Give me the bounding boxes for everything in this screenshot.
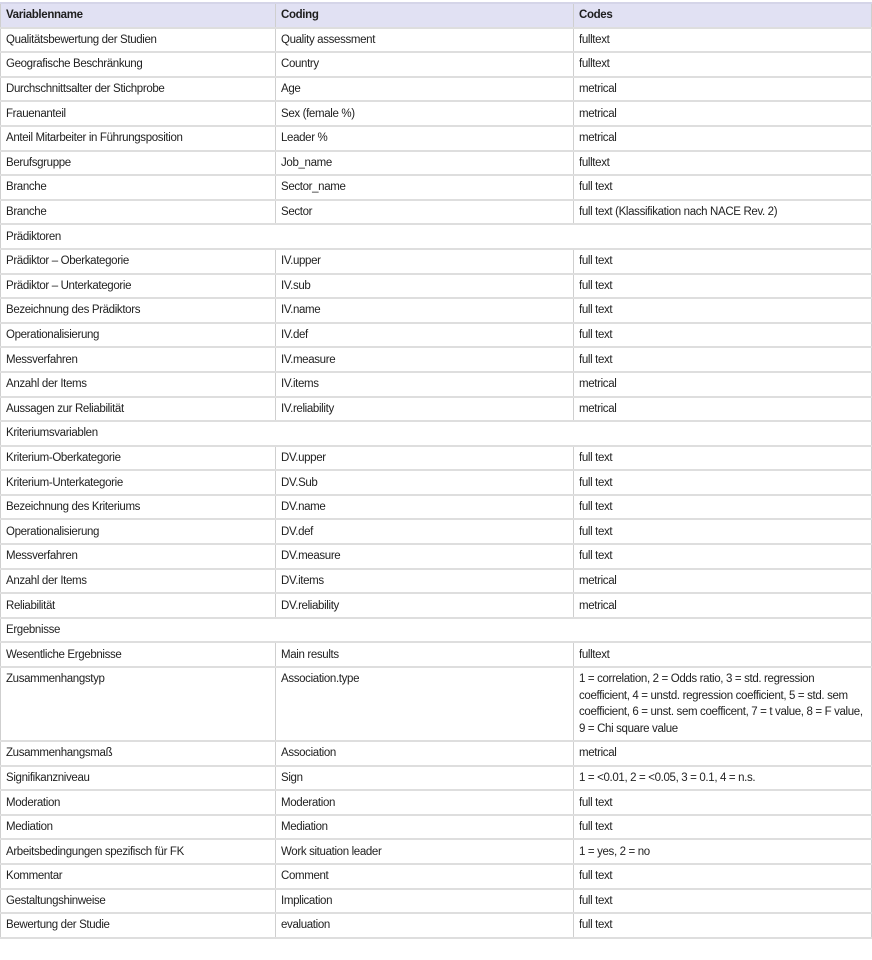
coding-cell: Sector_name bbox=[276, 175, 574, 200]
table-row bbox=[1, 323, 872, 348]
header-variablenname: Variablenname bbox=[1, 3, 276, 28]
section-row bbox=[1, 421, 872, 446]
coding-cell: Main results bbox=[276, 642, 574, 667]
table-row bbox=[1, 28, 872, 53]
section-row bbox=[1, 224, 872, 249]
variable-name-cell: Geografische Beschränkung bbox=[1, 52, 276, 77]
variable-name-cell: Durchschnittsalter der Stichprobe bbox=[1, 77, 276, 102]
variable-name-cell: Kriterium-Oberkategorie bbox=[1, 446, 276, 471]
variable-name-cell: Branche bbox=[1, 200, 276, 225]
section-label: Ergebnisse bbox=[1, 618, 872, 643]
variable-name-cell: Bewertung der Studie bbox=[1, 913, 276, 938]
codes-cell: full text bbox=[574, 446, 872, 471]
codes-cell: fulltext bbox=[574, 151, 872, 176]
coding-cell: DV.name bbox=[276, 495, 574, 520]
coding-cell: IV.reliability bbox=[276, 397, 574, 422]
section-label: Kriteriumsvariablen bbox=[1, 421, 872, 446]
codes-cell: full text (Klassifikation nach NACE Rev. 2) bbox=[574, 200, 872, 225]
coding-cell: DV.items bbox=[276, 569, 574, 594]
variable-name-cell: Anteil Mitarbeiter in Führungsposition bbox=[1, 126, 276, 151]
table-row bbox=[1, 446, 872, 471]
table-row bbox=[1, 77, 872, 102]
section-label: Prädiktoren bbox=[1, 224, 872, 249]
codes-cell: metrical bbox=[574, 126, 872, 151]
coding-cell: IV.items bbox=[276, 372, 574, 397]
table-row bbox=[1, 347, 872, 372]
variable-name-cell: Messverfahren bbox=[1, 347, 276, 372]
table-row bbox=[1, 815, 872, 840]
variable-name-cell: Reliabilität bbox=[1, 593, 276, 618]
variable-name-cell: Qualitätsbewertung der Studien bbox=[1, 28, 276, 53]
variable-name-cell: Moderation bbox=[1, 790, 276, 815]
table-row bbox=[1, 913, 872, 938]
table-row bbox=[1, 593, 872, 618]
coding-cell: Age bbox=[276, 77, 574, 102]
coding-cell: Moderation bbox=[276, 790, 574, 815]
table-row bbox=[1, 766, 872, 791]
table-row bbox=[1, 519, 872, 544]
codes-cell: metrical bbox=[574, 741, 872, 766]
table-row bbox=[1, 790, 872, 815]
table-row bbox=[1, 274, 872, 299]
codes-cell: full text bbox=[574, 815, 872, 840]
table-row bbox=[1, 495, 872, 520]
table-row bbox=[1, 249, 872, 274]
codes-cell: full text bbox=[574, 864, 872, 889]
table-body bbox=[1, 28, 872, 938]
coding-cell: Association bbox=[276, 741, 574, 766]
coding-cell: Implication bbox=[276, 889, 574, 914]
variable-name-cell: Signifikanzniveau bbox=[1, 766, 276, 791]
variable-name-cell: Wesentliche Ergebnisse bbox=[1, 642, 276, 667]
codes-cell: full text bbox=[574, 274, 872, 299]
variable-name-cell: Operationalisierung bbox=[1, 519, 276, 544]
coding-cell: Quality assessment bbox=[276, 28, 574, 53]
variable-name-cell: Anzahl der Items bbox=[1, 372, 276, 397]
coding-cell: Mediation bbox=[276, 815, 574, 840]
variable-name-cell: Kriterium-Unterkategorie bbox=[1, 470, 276, 495]
codes-cell: full text bbox=[574, 470, 872, 495]
table-row bbox=[1, 101, 872, 126]
table-row bbox=[1, 52, 872, 77]
variable-name-cell: Arbeitsbedingungen spezifisch für FK bbox=[1, 839, 276, 864]
table-row bbox=[1, 470, 872, 495]
coding-cell: DV.measure bbox=[276, 544, 574, 569]
codes-cell: metrical bbox=[574, 593, 872, 618]
codes-cell: full text bbox=[574, 889, 872, 914]
variable-name-cell: Messverfahren bbox=[1, 544, 276, 569]
coding-cell: Sign bbox=[276, 766, 574, 791]
codes-cell: fulltext bbox=[574, 28, 872, 53]
variable-name-cell: Mediation bbox=[1, 815, 276, 840]
coding-cell: IV.upper bbox=[276, 249, 574, 274]
header-codes: Codes bbox=[574, 3, 872, 28]
codes-cell: full text bbox=[574, 913, 872, 938]
codes-cell: full text bbox=[574, 519, 872, 544]
table-row bbox=[1, 397, 872, 422]
table-row bbox=[1, 569, 872, 594]
coding-cell: Job_name bbox=[276, 151, 574, 176]
section-row bbox=[1, 618, 872, 643]
codes-cell: 1 = correlation, 2 = Odds ratio, 3 = std. regression coefficient, 4 = unstd. regression coefficient, 5 = std. sem coefficient, 6 = unst. sem coefficent, 7 = t value, 8 = F value, 9 = Chi square value bbox=[574, 667, 872, 741]
codes-cell: full text bbox=[574, 298, 872, 323]
codes-cell: metrical bbox=[574, 569, 872, 594]
variable-name-cell: Prädiktor – Oberkategorie bbox=[1, 249, 276, 274]
codes-cell: full text bbox=[574, 175, 872, 200]
table-row bbox=[1, 667, 872, 741]
table-row bbox=[1, 544, 872, 569]
variable-name-cell: Prädiktor – Unterkategorie bbox=[1, 274, 276, 299]
codes-cell: 1 = <0.01, 2 = <0.05, 3 = 0.1, 4 = n.s. bbox=[574, 766, 872, 791]
codes-cell: full text bbox=[574, 249, 872, 274]
variable-name-cell: Frauenanteil bbox=[1, 101, 276, 126]
table-row bbox=[1, 175, 872, 200]
variable-name-cell: Branche bbox=[1, 175, 276, 200]
coding-cell: IV.sub bbox=[276, 274, 574, 299]
table-row bbox=[1, 200, 872, 225]
table-row bbox=[1, 889, 872, 914]
variable-name-cell: Gestaltungshinweise bbox=[1, 889, 276, 914]
codes-cell: fulltext bbox=[574, 642, 872, 667]
coding-cell: DV.upper bbox=[276, 446, 574, 471]
table-row bbox=[1, 839, 872, 864]
codes-cell: full text bbox=[574, 323, 872, 348]
codes-cell: metrical bbox=[574, 397, 872, 422]
variable-name-cell: Aussagen zur Reliabilität bbox=[1, 397, 276, 422]
coding-table-container bbox=[0, 2, 871, 939]
codes-cell: full text bbox=[574, 347, 872, 372]
table-row bbox=[1, 864, 872, 889]
coding-cell: Association.type bbox=[276, 667, 574, 741]
coding-cell: DV.reliability bbox=[276, 593, 574, 618]
coding-cell: Work situation leader bbox=[276, 839, 574, 864]
coding-cell: Sector bbox=[276, 200, 574, 225]
table-row bbox=[1, 372, 872, 397]
variable-name-cell: Bezeichnung des Kriteriums bbox=[1, 495, 276, 520]
table-row bbox=[1, 126, 872, 151]
codes-cell: metrical bbox=[574, 101, 872, 126]
coding-cell: Sex (female %) bbox=[276, 101, 574, 126]
coding-cell: IV.name bbox=[276, 298, 574, 323]
coding-cell: evaluation bbox=[276, 913, 574, 938]
variable-name-cell: Anzahl der Items bbox=[1, 569, 276, 594]
table-row bbox=[1, 642, 872, 667]
table-row bbox=[1, 298, 872, 323]
coding-cell: IV.measure bbox=[276, 347, 574, 372]
coding-cell: Comment bbox=[276, 864, 574, 889]
coding-cell: Leader % bbox=[276, 126, 574, 151]
codes-cell: metrical bbox=[574, 77, 872, 102]
coding-table bbox=[0, 2, 872, 939]
codes-cell: 1 = yes, 2 = no bbox=[574, 839, 872, 864]
variable-name-cell: Operationalisierung bbox=[1, 323, 276, 348]
variable-name-cell: Zusammenhangstyp bbox=[1, 667, 276, 741]
coding-cell: Country bbox=[276, 52, 574, 77]
header-coding: Coding bbox=[276, 3, 574, 28]
variable-name-cell: Bezeichnung des Prädiktors bbox=[1, 298, 276, 323]
variable-name-cell: Kommentar bbox=[1, 864, 276, 889]
variable-name-cell: Berufsgruppe bbox=[1, 151, 276, 176]
codes-cell: fulltext bbox=[574, 52, 872, 77]
codes-cell: full text bbox=[574, 495, 872, 520]
variable-name-cell: Zusammenhangsmaß bbox=[1, 741, 276, 766]
coding-cell: DV.Sub bbox=[276, 470, 574, 495]
codes-cell: full text bbox=[574, 790, 872, 815]
table-row bbox=[1, 741, 872, 766]
table-header bbox=[1, 3, 872, 28]
codes-cell: metrical bbox=[574, 372, 872, 397]
coding-cell: DV.def bbox=[276, 519, 574, 544]
table-row bbox=[1, 151, 872, 176]
coding-cell: IV.def bbox=[276, 323, 574, 348]
codes-cell: full text bbox=[574, 544, 872, 569]
header-row bbox=[1, 3, 872, 28]
